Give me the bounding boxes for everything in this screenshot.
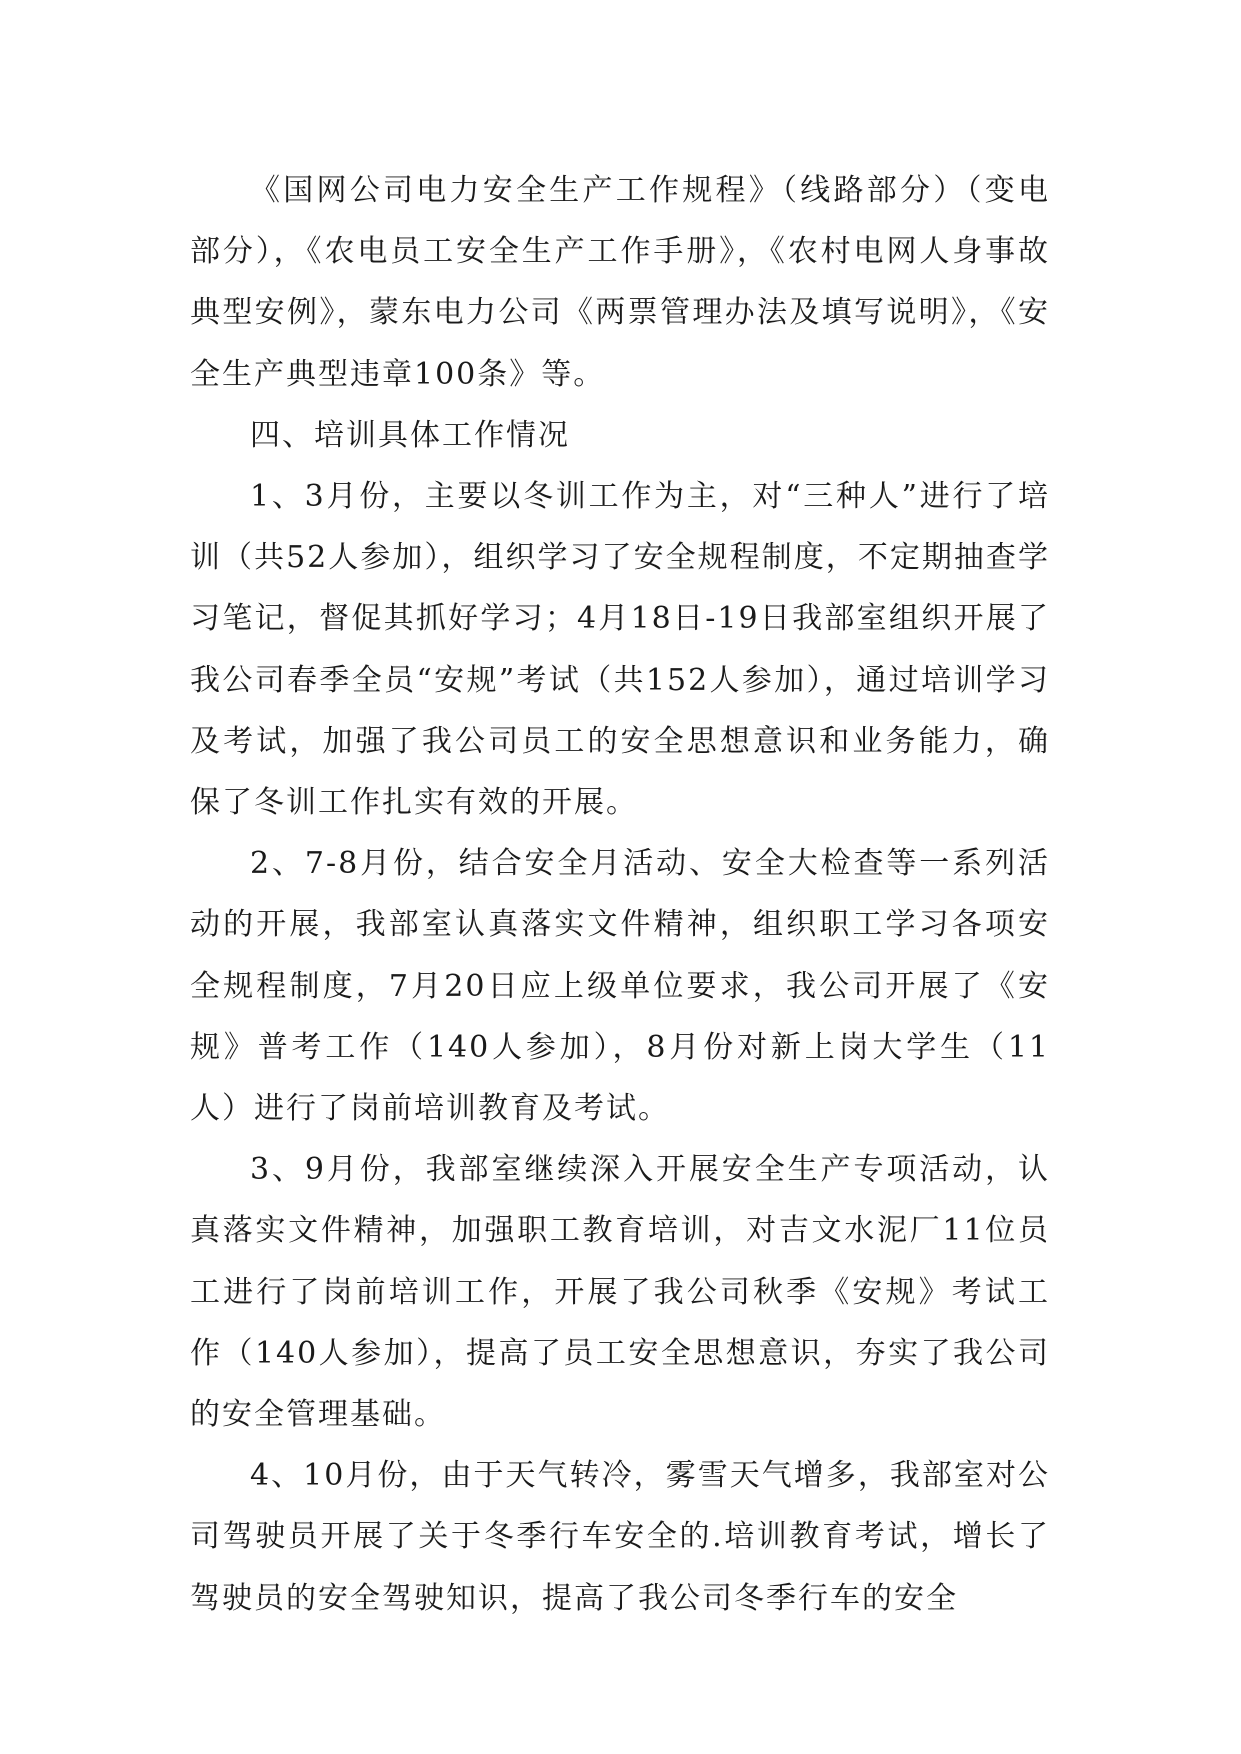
paragraph-july-august-training: 2、7-8月份，结合安全月活动、安全大检查等一系列活动的开展，我部室认真落实文件精神，组织职工学习各项安全规程制度，7月20日应上级单位要求，我公司开展了《安规》普考工作（140人参加），8月份对新上岗大学生（11人）进行了岗前培训教育及考试。 xyxy=(190,846,1050,1127)
section-heading-training-details: 四、培训具体工作情况 xyxy=(250,417,570,453)
paragraph-september-training: 3、9月份，我部室继续深入开展安全生产专项活动，认真落实文件精神，加强职工教育培训，对吉文水泥厂11位员工进行了岗前培训工作，开展了我公司秋季《安规》考试工作（140人参加），提高了员工安全思想意识，夯实了我公司的安全管理基础。 xyxy=(190,1152,1050,1433)
paragraph-october-training: 4、10月份，由于天气转冷，雾雪天气增多，我部室对公司驾驶员开展了关于冬季行车安全的.培训教育考试，增长了驾驶员的安全驾驶知识，提高了我公司冬季行车的安全 xyxy=(190,1458,1050,1616)
paragraph-training-materials: 《国网公司电力安全生产工作规程》（线路部分）（变电部分），《农电员工安全生产工作手册》，《农村电网人身事故典型安例》，蒙东电力公司《两票管理办法及填写说明》，《安全生产典型违章100条》等。 xyxy=(190,173,1050,392)
paragraph-march-training: 1、3月份，主要以冬训工作为主，对“三种人”进行了培训（共52人参加），组织学习了安全规程制度，不定期抽查学习笔记，督促其抓好学习；4月18日-19日我部室组织开展了我公司春季全员“安规”考试（共152人参加），通过培训学习及考试，加强了我公司员工的安全思想意识和业务能力，确保了冬训工作扎实有效的开展。 xyxy=(190,479,1050,821)
document-body xyxy=(190,160,1050,1629)
